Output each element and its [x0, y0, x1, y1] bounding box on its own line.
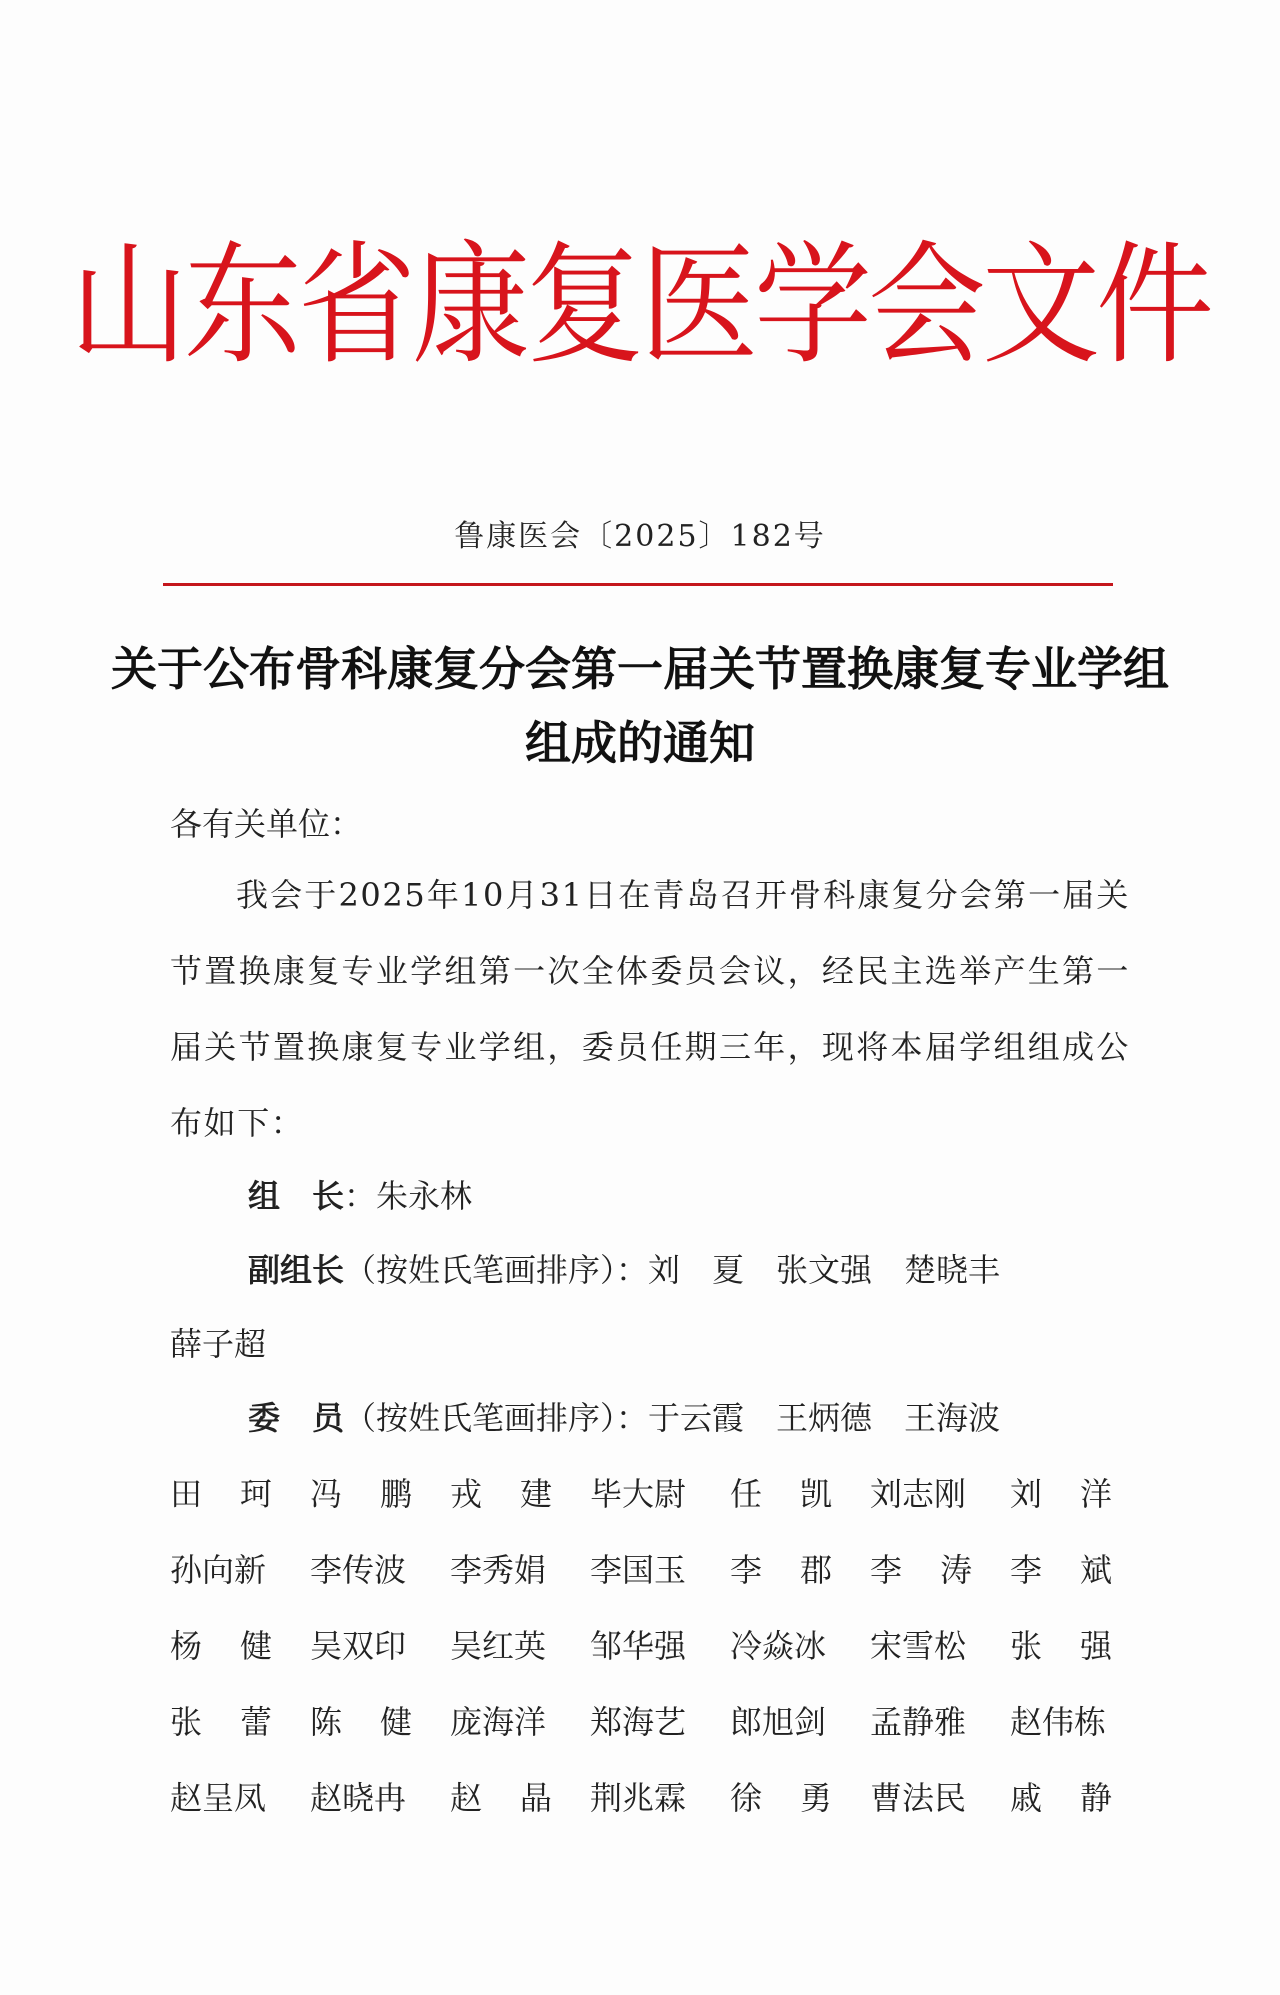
member-name: 赵晓冉	[310, 1779, 407, 1817]
member-name: 李郡	[730, 1551, 832, 1589]
member-name: 毕大尉	[590, 1475, 687, 1513]
vice-leader-line	[170, 1232, 1130, 1308]
notice-paragraph: 我会于2025年10月31日在青岛召开骨科康复分会第一届关节置换康复专业学组第一次全体委员会议，经民主选举产生第一届关节置换康复专业学组，委员任期三年，现将本届学组组成公布如下：	[170, 876, 1130, 1142]
member-name: 冷焱冰	[730, 1627, 827, 1665]
member-name: 张蕾	[170, 1703, 272, 1741]
member-name: 陈健	[310, 1703, 412, 1741]
leader-name: 朱永林	[376, 1177, 473, 1215]
member-name: 戚静	[1010, 1779, 1112, 1817]
leader-line	[170, 1158, 1130, 1234]
member-name: 刘志刚	[870, 1475, 967, 1513]
member-name: 李国玉	[590, 1551, 687, 1589]
vice-leader-note: （按姓氏笔画排序）：	[344, 1251, 649, 1289]
member-name: 赵晶	[450, 1779, 552, 1817]
members-list	[170, 1456, 1130, 1836]
salutation: 各有关单位：	[170, 805, 363, 843]
member-note: （按姓氏笔画排序）：	[344, 1399, 649, 1437]
member-name: 杨健	[170, 1627, 272, 1665]
member-name: 任凯	[730, 1475, 832, 1513]
member-name: 孟静雅	[870, 1703, 967, 1741]
member-name: 赵呈凤	[170, 1779, 267, 1817]
leader-separator: ：	[344, 1177, 377, 1215]
org-document-title: 山东省康复医学会文件	[69, 227, 1210, 383]
member-name: 孙向新	[170, 1551, 267, 1589]
leader-label: 组 长	[248, 1177, 345, 1215]
member-line	[170, 1380, 1130, 1456]
member-name: 李传波	[310, 1551, 407, 1589]
member-names-first: 于云霞 王炳德 王海波	[648, 1399, 1001, 1437]
vice-leader-label: 副组长	[248, 1251, 345, 1289]
member-name: 冯鹏	[310, 1475, 412, 1513]
vice-leader-names-continued: 薛子超	[170, 1325, 267, 1363]
notice-title	[60, 632, 1220, 780]
member-name: 李涛	[870, 1551, 972, 1589]
member-name: 吴双印	[310, 1627, 407, 1665]
member-name: 庞海洋	[450, 1703, 547, 1741]
member-name: 曹法民	[870, 1779, 967, 1817]
member-name: 刘洋	[1010, 1475, 1112, 1513]
document-number: 鲁康医会〔2025〕182号	[454, 519, 826, 554]
red-separator-line	[163, 583, 1113, 586]
member-name: 张强	[1010, 1627, 1112, 1665]
member-name: 郑海艺	[590, 1703, 687, 1741]
member-name: 戎建	[450, 1475, 552, 1513]
member-name: 李秀娟	[450, 1551, 547, 1589]
notice-title-line2: 组成的通知	[525, 716, 755, 770]
member-name: 李斌	[1010, 1551, 1112, 1589]
member-name: 赵伟栋	[1010, 1703, 1107, 1741]
member-name: 宋雪松	[870, 1627, 967, 1665]
member-name: 荆兆霖	[590, 1779, 687, 1817]
vice-leader-names: 刘 夏 张文强 楚晓丰	[648, 1251, 1001, 1289]
member-name: 徐勇	[730, 1779, 832, 1817]
notice-title-line1: 关于公布骨科康复分会第一届关节置换康复专业学组	[111, 642, 1169, 696]
member-name: 郎旭剑	[730, 1703, 827, 1741]
member-name: 田珂	[170, 1475, 272, 1513]
member-label: 委 员	[248, 1399, 345, 1437]
member-name: 吴红英	[450, 1627, 547, 1665]
member-name: 邹华强	[590, 1627, 687, 1665]
